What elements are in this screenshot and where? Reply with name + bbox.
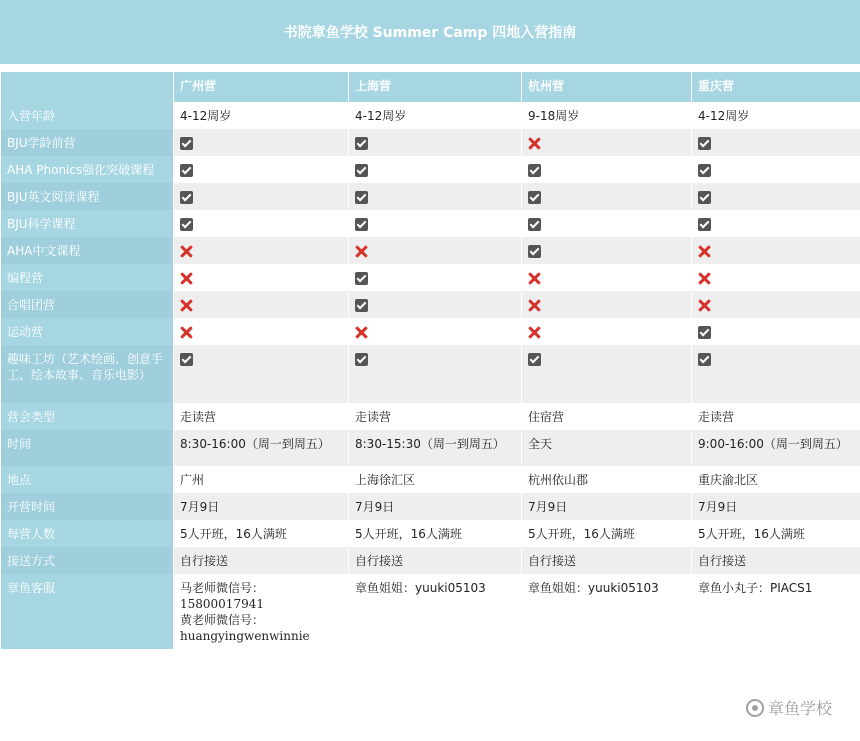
row-label: BJU科学课程 [1,210,174,237]
table-cell [522,493,692,520]
cell-text: 8:30-15:30（周一到周五） [355,437,505,451]
cell-text: 重庆渝北区 [698,473,759,487]
checkbox-checked-icon [698,326,711,339]
cell-text: 8:30-16:00（周一到周五） [180,437,330,451]
red-cross-icon [698,245,711,258]
checkbox-checked-icon [528,191,541,204]
table-cell [174,403,349,430]
table-cell [349,574,522,649]
cell-text: 章鱼姐姐：yuuki05103 [355,581,486,595]
table-cell [349,102,522,129]
checkbox-checked-icon [180,353,193,366]
table-cell [522,345,692,403]
cell-text: 5人开班，16人满班 [180,527,287,541]
table-row [1,129,860,156]
table-row [1,237,860,264]
table-cell [692,291,860,318]
red-cross-icon [180,245,193,258]
cell-text: 7月9日 [528,500,568,514]
cell-text: 9-18周岁 [528,109,580,123]
cell-text: 自行接送 [180,554,229,568]
table-row [1,318,860,345]
table-cell [349,318,522,345]
table-row [1,547,860,574]
column-header: 重庆营 [692,72,860,102]
row-label: 开营时间 [1,493,174,520]
row-label: 编程营 [1,264,174,291]
red-cross-icon [698,272,711,285]
checkbox-checked-icon [180,191,193,204]
cell-text: 7月9日 [698,500,738,514]
cell-text: 9:00-16:00（周一到周五） [698,437,848,451]
table-cell [174,547,349,574]
cell-text: 上海徐汇区 [355,473,416,487]
table-cell [692,574,860,649]
table-row [1,264,860,291]
table-cell [692,547,860,574]
table-cell [174,430,349,466]
table-cell [174,210,349,237]
table-cell [522,466,692,493]
checkbox-checked-icon [180,164,193,177]
table-cell [692,318,860,345]
table-cell [692,466,860,493]
table-cell [349,430,522,466]
table-cell [522,102,692,129]
table-cell [349,403,522,430]
red-cross-icon [528,137,541,150]
table-cell [349,129,522,156]
table-cell [692,403,860,430]
table-cell [692,183,860,210]
red-cross-icon [180,272,193,285]
cell-text: 走读营 [698,410,735,424]
table-cell [174,345,349,403]
table-cell [692,430,860,466]
checkbox-checked-icon [355,218,368,231]
table-row [1,345,860,403]
column-header: 杭州营 [522,72,692,102]
table-cell [349,345,522,403]
cell-text: 走读营 [355,410,392,424]
checkbox-checked-icon [355,191,368,204]
table-cell [349,493,522,520]
red-cross-icon [355,326,368,339]
cell-text: 住宿营 [528,410,565,424]
cell-text: 自行接送 [698,554,747,568]
column-header: 广州营 [174,72,349,102]
table-cell [174,291,349,318]
row-label: AHA Phonics强化突破课程 [1,156,174,183]
table-cell [349,183,522,210]
contact-line: 黄老师微信号： [180,613,265,627]
red-cross-icon [528,272,541,285]
table-cell [174,493,349,520]
red-cross-icon [698,299,711,312]
checkbox-checked-icon [698,218,711,231]
table-cell [522,156,692,183]
checkbox-checked-icon [180,137,193,150]
row-label: 趣味工坊（艺术绘画、创意手工、绘本故事、音乐电影） [1,345,174,403]
table-cell [174,183,349,210]
table-cell [692,210,860,237]
checkbox-checked-icon [355,137,368,150]
red-cross-icon [528,299,541,312]
table-cell [174,520,349,547]
row-label: 营会类型 [1,403,174,430]
wechat-logo-icon [746,699,764,717]
red-cross-icon [528,326,541,339]
header-row [1,72,860,102]
table-cell [522,210,692,237]
table-cell [522,318,692,345]
checkbox-checked-icon [698,137,711,150]
checkbox-checked-icon [698,353,711,366]
checkbox-checked-icon [180,218,193,231]
table-row [1,520,860,547]
table-cell [349,520,522,547]
checkbox-checked-icon [528,164,541,177]
checkbox-checked-icon [355,353,368,366]
table-cell [174,264,349,291]
table-cell [174,574,349,649]
table-row [1,183,860,210]
watermark [746,696,832,719]
table-row [1,291,860,318]
table-cell [522,430,692,466]
row-label: 入营年龄 [1,102,174,129]
table-row [1,466,860,493]
table-cell [349,291,522,318]
table-cell [522,291,692,318]
cell-text: 5人开班，16人满班 [528,527,635,541]
table-cell [692,264,860,291]
table-cell [692,102,860,129]
row-label: 地点 [1,466,174,493]
table-row [1,102,860,129]
row-label: 合唱团营 [1,291,174,318]
page-title-text: 书院章鱼学校 Summer Camp 四地入营指南 [283,25,577,41]
table-cell [522,129,692,156]
header-corner [1,72,174,102]
red-cross-icon [180,326,193,339]
cell-text: 章鱼姐姐：yuuki05103 [528,581,659,595]
table-cell [522,574,692,649]
row-label: 接送方式 [1,547,174,574]
checkbox-checked-icon [355,164,368,177]
cell-text: 自行接送 [528,554,577,568]
table-cell [349,547,522,574]
title-gap [0,64,860,72]
table-cell [174,102,349,129]
checkbox-checked-icon [528,218,541,231]
checkbox-checked-icon [355,272,368,285]
cell-text: 4-12周岁 [698,109,750,123]
checkbox-checked-icon [698,191,711,204]
table-cell [349,210,522,237]
cell-text: 走读营 [180,410,217,424]
camp-comparison-table [0,72,860,649]
cell-text: 5人开班，16人满班 [355,527,462,541]
row-label: 时间 [1,430,174,466]
table-cell [349,237,522,264]
table-row [1,156,860,183]
row-label: 运动营 [1,318,174,345]
cell-text: 7月9日 [355,500,395,514]
table-cell [349,466,522,493]
table-cell [692,520,860,547]
row-label: 章鱼客服 [1,574,174,649]
cell-text: 7月9日 [180,500,220,514]
table-cell [174,237,349,264]
red-cross-icon [180,299,193,312]
contact-line: huangyingwenwinnie [180,629,310,643]
table-row [1,574,860,649]
contact-line: 马老师微信号： [180,581,265,595]
page-title [0,0,860,64]
contact-line: 15800017941 [180,597,264,611]
table-cell [174,318,349,345]
table-cell [349,156,522,183]
table-cell [692,237,860,264]
red-cross-icon [355,245,368,258]
table-cell [692,129,860,156]
table-cell [692,493,860,520]
row-label: BJU学龄前营 [1,129,174,156]
table-cell [349,264,522,291]
checkbox-checked-icon [528,245,541,258]
table-row [1,493,860,520]
table-cell [692,156,860,183]
cell-text: 杭州依山郡 [528,473,589,487]
table-cell [692,345,860,403]
table-cell [174,156,349,183]
column-header: 上海营 [349,72,522,102]
table-cell [522,403,692,430]
table-cell [522,183,692,210]
table-row [1,430,860,466]
cell-text: 全天 [528,437,553,451]
table-cell [174,466,349,493]
table-cell [522,264,692,291]
table-cell [522,547,692,574]
watermark-text: 章鱼学校 [767,699,832,718]
cell-text: 5人开班，16人满班 [698,527,805,541]
cell-text: 广州 [180,473,205,487]
table-row [1,403,860,430]
row-label: BJU英文阅读课程 [1,183,174,210]
row-label: 每营人数 [1,520,174,547]
cell-text: 4-12周岁 [180,109,232,123]
table-cell [522,520,692,547]
row-label: AHA中文课程 [1,237,174,264]
checkbox-checked-icon [698,164,711,177]
checkbox-checked-icon [355,299,368,312]
table-cell [174,129,349,156]
table-row [1,210,860,237]
checkbox-checked-icon [528,353,541,366]
cell-text: 自行接送 [355,554,404,568]
table-cell [522,237,692,264]
cell-text: 4-12周岁 [355,109,407,123]
cell-text: 章鱼小丸子：PIACS1 [698,581,813,595]
